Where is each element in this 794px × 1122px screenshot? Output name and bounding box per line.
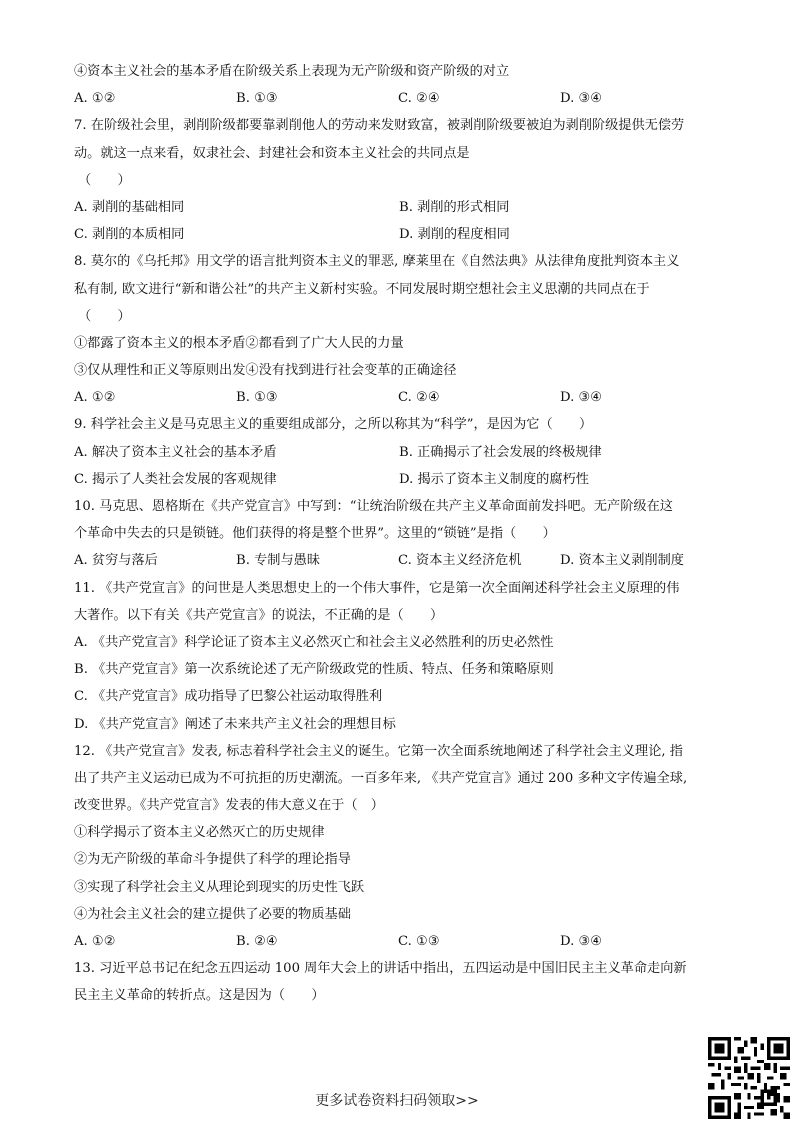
q8-items-1: ①都露了资本主义的根本矛盾②都看到了广大人民的力量: [74, 335, 404, 351]
q9-option-a: A. 解决了资本主义社会的基本矛盾: [74, 444, 277, 460]
q8-option-a: A. ①②: [74, 390, 116, 406]
q10-option-c: C. 资本主义经济危机: [398, 553, 522, 569]
q12-option-a: A. ①②: [74, 934, 116, 949]
q10-stem-1: 10. 马克思、恩格斯在《共产党宣言》中写到：“让统治阶级在共产主义革命面前发抖吧。无产阶级在这: [74, 499, 673, 514]
q7-option-b: B. 剥削的形式相同: [399, 199, 510, 215]
q12-option-c: C. ①③: [398, 934, 440, 949]
q12-stem-3: 改变世界。《共产党宣言》发表的伟大意义在于（ ）: [74, 798, 384, 814]
q9-options-row-2: [74, 466, 724, 493]
q10-stem-2: 个革命中失去的只是锁链。他们获得的将是整个世界”。这里的“锁链”是指（ ）: [74, 526, 556, 542]
q9-options-row-1: [74, 439, 724, 466]
q12-option-d: D. ③④: [560, 934, 603, 949]
q7-paren: （ ）: [78, 172, 131, 188]
q9-option-d: D. 揭示了资本主义制度的腐朽性: [399, 471, 589, 487]
q6-options: [74, 85, 724, 112]
q6-option-a: A. ①②: [74, 91, 116, 107]
footer-scan-prompt[interactable]: 更多试卷资料扫码领取>>: [315, 1093, 479, 1109]
q8-paren: （ ）: [78, 308, 131, 324]
q8-stem-1: 8. 莫尔的《乌托邦》用文学的语言批判资本主义的罪恶, 摩莱里在《自然法典》从法律角度批判资本主义: [74, 254, 680, 270]
q13-stem-2: 民主主义革命的转折点。这是因为（ ）: [74, 988, 325, 1004]
q9-stem: 9. 科学社会主义是马克思主义的重要组成部分，之所以称其为“科学”，是因为它（ ）: [74, 417, 593, 433]
q11-option-b: B. 《共产党宣言》第一次系统论述了无产阶级政党的性质、特点、任务和策略原则: [74, 662, 554, 678]
q8-option-b: B. ①③: [236, 390, 278, 406]
q10-option-d: D. 资本主义剥削制度: [560, 553, 684, 569]
q12-item-1: ①科学揭示了资本主义必然灭亡的历史规律: [74, 825, 325, 841]
q9-option-c: C. 揭示了人类社会发展的客观规律: [74, 471, 277, 487]
q10-option-a: A. 贫穷与落后: [74, 553, 158, 569]
q6-option-d: D. ③④: [560, 91, 603, 107]
q8-options: [74, 384, 724, 411]
q6-option-c: C. ②④: [398, 91, 440, 107]
q11-option-a: A. 《共产党宣言》科学论证了资本主义必然灭亡和社会主义必然胜利的历史必然性: [74, 634, 554, 650]
q8-items-2: ③仅从理性和正义等原则出发④没有找到进行社会变革的正确途径: [74, 363, 457, 379]
q12-item-3: ③实现了科学社会主义从理论到现实的历史性飞跃: [74, 879, 365, 895]
q8-option-d: D. ③④: [560, 390, 603, 406]
q12-options: [74, 928, 724, 955]
q9-option-b: B. 正确揭示了社会发展的终极规律: [399, 444, 602, 460]
q11-option-c: C. 《共产党宣言》成功指导了巴黎公社运动取得胜利: [74, 689, 383, 705]
q11-option-d: D. 《共产党宣言》阐述了未来共产主义社会的理想目标: [74, 716, 396, 732]
q12-item-2: ②为无产阶级的革命斗争提供了科学的理论指导: [74, 852, 351, 868]
q7-stem-2: 动。就这一点来看，奴隶社会、封建社会和资本主义社会的共同点是: [74, 145, 470, 161]
q8-stem-2: 私有制, 欧文进行“新和谐公社”的共产主义新村实验。不同发展时期空想社会主义思潮的共同点在于: [74, 281, 650, 297]
q12-option-b: B. ②④: [236, 934, 278, 949]
q10-option-b: B. 专制与愚昧: [236, 553, 321, 569]
q10-options: [74, 547, 724, 574]
q7-stem-1: 7. 在阶级社会里，剥削阶级都要靠剥削他人的劳动来发财致富，被剥削阶级要被迫为剥削阶级提供无偿劳: [74, 118, 685, 134]
q7-options-row-2: [74, 221, 724, 248]
q11-stem-2: 大著作。以下有关《共产党宣言》的说法，不正确的是（ ）: [74, 607, 444, 623]
q13-stem-1: 13. 习近平总书记在纪念五四运动 100 周年大会上的讲话中指出，五四运动是中国旧民主主义革命走向新: [74, 961, 687, 977]
exam-page: [74, 58, 724, 1010]
q7-options-row-1: [74, 194, 724, 221]
q7-option-d: D. 剥削的程度相同: [399, 227, 510, 243]
q12-item-4: ④为社会主义社会的建立提供了必要的物质基础: [74, 906, 351, 922]
q6-item-4: ④资本主义社会的基本矛盾在阶级关系上表现为无产阶级和资产阶级的对立: [74, 64, 510, 79]
q6-option-b: B. ①③: [236, 91, 278, 107]
q12-stem-2: 出了共产主义运动已成为不可抗拒的历史潮流。一百多年来, 《共产党宣言》通过 200 多种文字传遍全球,: [74, 770, 688, 786]
q7-option-c: C. 剥削的本质相同: [74, 227, 185, 243]
q12-stem-1: 12. 《共产党宣言》发表, 标志着科学社会主义的诞生。它第一次全面系统地阐述了科学社会主义理论, 指: [74, 743, 683, 759]
q8-option-c: C. ②④: [398, 390, 440, 406]
q11-stem-1: 11. 《共产党宣言》的问世是人类思想史上的一个伟大事件，它是第一次全面阐述科学社会主义原理的伟: [74, 580, 680, 596]
q7-option-a: A. 剥削的基础相同: [74, 199, 185, 215]
